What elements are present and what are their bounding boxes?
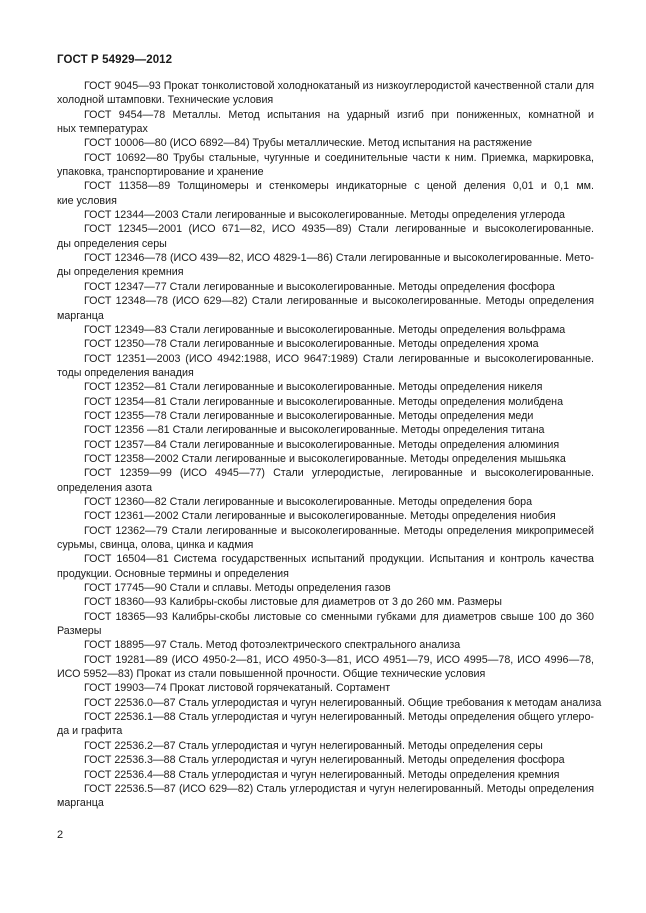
- reference-entry-line-continuation: марганца: [57, 797, 104, 810]
- reference-entry-line-continuation: сурьмы, свинца, олова, цинка и кадмия: [57, 539, 254, 551]
- reference-entry-line-first: ГОСТ 18360—93 Калибры-скобы листовые для диаметров от 3 до 260 мм. Размеры: [84, 596, 502, 609]
- reference-entry-line-continuation: ИСО 5952—83) Прокат из стали повышенной прочности. Общие технические условия: [57, 668, 486, 681]
- reference-entry: [57, 409, 594, 423]
- reference-entry-line-first: ГОСТ 17745—90 Стали и сплавы. Методы определения газов: [84, 582, 391, 595]
- reference-entry: [57, 337, 594, 351]
- reference-entry-line-continuation: марганца: [57, 309, 104, 322]
- reference-entry: [57, 251, 594, 280]
- reference-entry: [57, 423, 594, 437]
- reference-entry-line-first: ГОСТ 12358—2002 Стали легированные и высоколегированные. Методы определения мышьяка: [84, 452, 566, 465]
- reference-entry-line-first: ГОСТ 22536.5—87 (ИСО 629—82) Сталь углеродистая и чугун нелегированный. Методы определения: [84, 782, 594, 795]
- reference-entry-line-continuation: холодной штамповки. Технические условия: [57, 94, 274, 107]
- reference-entry-line-first: ГОСТ 19281—89 (ИСО 4950-2—81, ИСО 4950-3—81, ИСО 4951—79, ИСО 4995—78, ИСО 4996—78,: [84, 653, 594, 666]
- reference-entry-line-first: ГОСТ 12359—99 (ИСО 4945—77) Стали углеродистые, легированные и высоколегированные.: [84, 467, 594, 480]
- reference-entry-line-continuation: ных температурах: [57, 123, 148, 136]
- reference-entry-line-first: ГОСТ 12356 —81 Стали легированные и высоколегированные. Методы определения титана: [84, 424, 545, 437]
- reference-entry-line-first: ГОСТ 9454—78 Металлы. Метод испытания на ударный изгиб при пониженных, комнатной и: [84, 108, 594, 121]
- reference-entry: [57, 595, 594, 609]
- reference-entry: [57, 782, 594, 811]
- references-list: [57, 79, 602, 811]
- reference-entry-line-first: ГОСТ 12361—2002 Стали легированные и высоколегированные. Методы определения ниобия: [84, 510, 556, 523]
- reference-entry-line-first: ГОСТ 22536.4—88 Сталь углеродистая и чугун нелегированный. Методы определения кремния: [84, 768, 560, 781]
- reference-entry: [57, 395, 594, 409]
- document-header: ГОСТ Р 54929—2012: [57, 54, 173, 66]
- reference-entry: [57, 108, 594, 137]
- reference-entry: [57, 294, 594, 323]
- reference-entry-line-continuation: определения азота: [57, 481, 153, 494]
- reference-entry: [57, 696, 602, 710]
- reference-entry: [57, 710, 594, 739]
- reference-entry-line-first: ГОСТ 9045—93 Прокат тонколистовой холоднокатаный из низкоуглеродистой качественной стали для: [84, 80, 594, 92]
- reference-entry: [57, 208, 594, 222]
- reference-entry: [57, 509, 594, 523]
- reference-entry-line-first: ГОСТ 12350—78 Стали легированные и высоколегированные. Методы определения хрома: [84, 338, 539, 351]
- reference-entry-line-continuation: кие условия: [57, 194, 117, 207]
- reference-entry: [57, 524, 594, 553]
- reference-entry: [57, 768, 594, 782]
- reference-entry: [57, 753, 594, 767]
- reference-entry-line-first: ГОСТ 11358—89 Толщиномеры и стенкомеры индикаторные с ценой деления 0,01 и 0,1 мм.: [84, 180, 594, 193]
- reference-entry-line-first: ГОСТ 10006—80 (ИСО 6892—84) Трубы металлические. Метод испытания на растяжение: [84, 137, 533, 150]
- reference-entry: [57, 581, 594, 595]
- reference-entry-line-continuation: да и графита: [57, 725, 123, 738]
- reference-entry-line-first: ГОСТ 19903—74 Прокат листовой горячекатаный. Сортамент: [84, 682, 391, 695]
- reference-entry: [57, 179, 594, 208]
- reference-entry: [57, 352, 594, 381]
- reference-entry: [57, 151, 594, 180]
- reference-entry: [57, 222, 594, 251]
- page-number: 2: [57, 829, 64, 841]
- reference-entry-line-first: ГОСТ 16504—81 Система государственных испытаний продукции. Испытания и контроль качества: [84, 553, 594, 566]
- reference-entry-line-first: ГОСТ 12352—81 Стали легированные и высоколегированные. Методы определения никеля: [84, 381, 543, 394]
- reference-entry-line-continuation: ды определения серы: [57, 237, 167, 250]
- reference-entry-line-first: ГОСТ 22536.0—87 Сталь углеродистая и чугун нелегированный. Общие требования к методам анализа: [84, 696, 602, 709]
- reference-entry: [57, 739, 594, 753]
- reference-entry-line-continuation: упаковка, транспортирование и хранение: [57, 166, 264, 179]
- reference-entry: [57, 323, 594, 337]
- reference-entry: [57, 552, 594, 581]
- reference-entry-line-first: ГОСТ 12348—78 (ИСО 629—82) Стали легированные и высоколегированные. Методы определения: [84, 295, 594, 308]
- reference-entry-line-continuation: тоды определения ванадия: [57, 366, 194, 379]
- reference-entry: [57, 380, 594, 394]
- reference-entry-line-first: ГОСТ 12360—82 Стали легированные и высоколегированные. Методы определения бора: [84, 495, 533, 508]
- reference-entry: [57, 681, 594, 695]
- reference-entry: [57, 79, 594, 108]
- reference-entry: [57, 452, 594, 466]
- reference-entry: [57, 466, 594, 495]
- reference-entry: [57, 638, 594, 652]
- reference-entry-line-first: ГОСТ 12351—2003 (ИСО 4942:1988, ИСО 9647:1989) Стали легированные и высоколегированные.: [84, 352, 594, 365]
- reference-entry-line-first: ГОСТ 12362—79 Стали легированные и высоколегированные. Методы определения микропримесей: [84, 524, 594, 537]
- reference-entry-line-first: ГОСТ 12346—78 (ИСО 439—82, ИСО 4829-1—86) Стали легированные и высоколегированные. Мето-: [84, 252, 594, 265]
- reference-entry-line-first: ГОСТ 18895—97 Сталь. Метод фотоэлектрического спектрального анализа: [84, 639, 461, 652]
- reference-entry-line-continuation: Размеры: [57, 625, 102, 638]
- reference-entry: [57, 610, 594, 639]
- reference-entry-line-first: ГОСТ 22536.3—88 Сталь углеродистая и чугун нелегированный. Методы определения фосфора: [84, 754, 565, 767]
- reference-entry-line-first: ГОСТ 12349—83 Стали легированные и высоколегированные. Методы определения вольфрама: [84, 323, 566, 336]
- reference-entry: [57, 653, 594, 682]
- reference-entry: [57, 136, 594, 150]
- reference-entry-line-first: ГОСТ 12357—84 Стали легированные и высоколегированные. Методы определения алюминия: [84, 438, 560, 451]
- reference-entry: [57, 495, 594, 509]
- reference-entry-line-first: ГОСТ 12347—77 Стали легированные и высоколегированные. Методы определения фосфора: [84, 280, 555, 293]
- reference-entry-line-continuation: продукции. Основные термины и определения: [57, 567, 289, 580]
- reference-entry-line-first: ГОСТ 18365—93 Калибры-скобы листовые со сменными губками для диаметров свыше 100 до 360: [84, 610, 594, 623]
- reference-entry-line-first: ГОСТ 22536.1—88 Сталь углеродистая и чугун нелегированный. Методы определения общего углеро-: [84, 711, 594, 724]
- reference-entry-line-first: ГОСТ 12355—78 Стали легированные и высоколегированные. Методы определения меди: [84, 409, 534, 422]
- reference-entry-line-first: ГОСТ 12344—2003 Стали легированные и высоколегированные. Методы определения углерода: [84, 209, 565, 222]
- reference-entry-line-first: ГОСТ 22536.2—87 Сталь углеродистая и чугун нелегированный. Методы определения серы: [84, 739, 543, 752]
- reference-entry: [57, 438, 594, 452]
- reference-entry-line-first: ГОСТ 10692—80 Трубы стальные, чугунные и соединительные части к ним. Приемка, маркировка,: [84, 151, 594, 164]
- reference-entry-line-first: ГОСТ 12345—2001 (ИСО 671—82, ИСО 4935—89) Стали легированные и высоколегированные.: [84, 223, 594, 236]
- reference-entry-line-first: ГОСТ 12354—81 Стали легированные и высоколегированные. Методы определения молибдена: [84, 395, 564, 408]
- reference-entry-line-continuation: ды определения кремния: [57, 266, 184, 279]
- reference-entry: [57, 280, 594, 294]
